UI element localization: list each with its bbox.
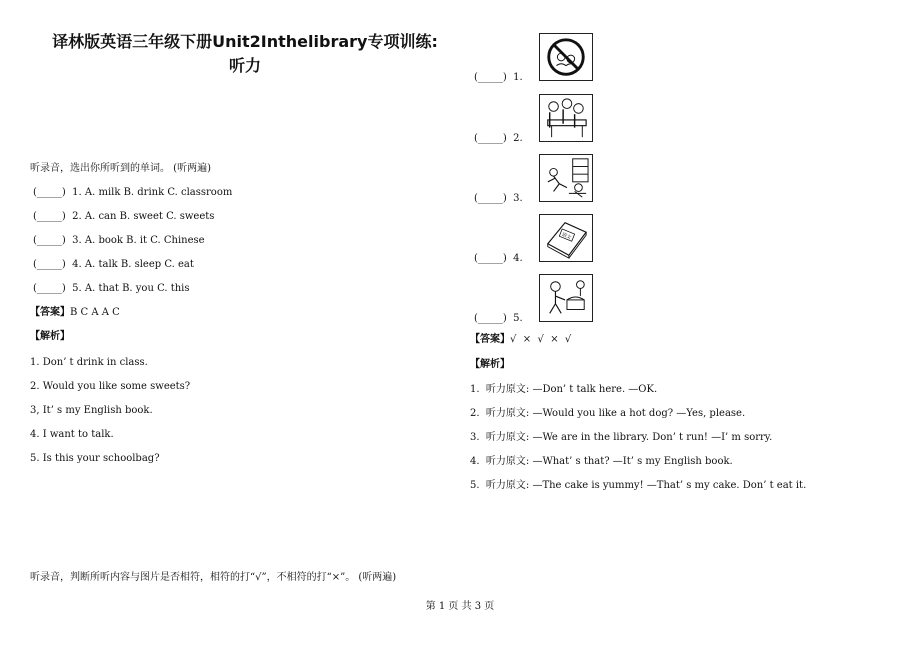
section-2-instruction: 听录音，判断所听内容与图片是否相符，相符的打“√”，不相符的打“×”。 (听两遍) bbox=[30, 572, 397, 583]
transcript-5: 5. 听力原文: —The cake is yummy! —That’ s my cake. Don’ t eat it. bbox=[470, 480, 807, 491]
transcript-3: 3. 听力原文: —We are in the library. Don’ t run! —I’ m sorry. bbox=[470, 432, 773, 443]
question-1: (_____) 1. A. milk B. drink C. classroom bbox=[33, 187, 233, 198]
title-line-1: 译林版英语三年级下册Unit2Inthelibrary专项训练: bbox=[52, 32, 438, 51]
page-title bbox=[20, 30, 470, 78]
section-1 bbox=[30, 163, 450, 463]
analysis-2: 2. Would you like some sweets? bbox=[30, 381, 191, 392]
question-4: (_____) 4. A. talk B. sleep C. eat bbox=[33, 259, 194, 270]
answer-row bbox=[470, 334, 571, 346]
transcript-2: 2. 听力原文: —Would you like a hot dog? —Yes, please. bbox=[470, 408, 746, 419]
library-running-picture bbox=[539, 154, 593, 202]
section-1-instruction: 听录音，选出你所听到的单词。 (听两遍) bbox=[30, 163, 211, 174]
page-footer: 第 1 页 共 3 页 bbox=[425, 601, 495, 612]
picture-question-4: (_____) 4. bbox=[474, 253, 523, 264]
transcript-4: 4. 听力原文: —What’ s that? —It’ s my English book. bbox=[470, 456, 733, 467]
transcript-1: 1. 听力原文: —Don’ t talk here. —OK. bbox=[470, 384, 658, 395]
book-cover-label: 语文 bbox=[560, 232, 572, 241]
chinese-book-picture bbox=[539, 214, 593, 262]
running-child-icon bbox=[540, 155, 592, 201]
book-icon bbox=[540, 215, 592, 261]
section-2-results bbox=[470, 334, 900, 494]
analysis-5: 5. Is this your schoolbag? bbox=[30, 453, 160, 464]
picture-question-1: (_____) 1. bbox=[474, 72, 523, 83]
analysis-4: 4. I want to talk. bbox=[30, 429, 114, 440]
hot-dog-picture bbox=[539, 94, 593, 142]
analysis-label: 【解析】 bbox=[30, 331, 70, 342]
no-talking-sign-icon bbox=[540, 34, 592, 80]
answer-row bbox=[30, 307, 120, 319]
question-2: (_____) 2. A. can B. sweet C. sweets bbox=[33, 211, 215, 222]
analysis-1: 1. Don’ t drink in class. bbox=[30, 357, 148, 368]
cake-picture bbox=[539, 274, 593, 322]
picture-question-2: (_____) 2. bbox=[474, 133, 523, 144]
answer-value: √ × √ × √ bbox=[510, 334, 572, 345]
picture-question-3: (_____) 3. bbox=[474, 193, 523, 204]
answer-label: 【答案】 bbox=[470, 334, 510, 345]
children-at-table-icon bbox=[540, 95, 592, 141]
picture-question-5: (_____) 5. bbox=[474, 313, 523, 324]
title-line-2: 听力 bbox=[228, 56, 261, 75]
answer-value: B C A A C bbox=[70, 307, 120, 318]
analysis-label: 【解析】 bbox=[470, 359, 510, 370]
analysis-3: 3, It’ s my English book. bbox=[30, 405, 153, 416]
child-with-cake-icon bbox=[540, 275, 592, 321]
no-talking-picture bbox=[539, 33, 593, 81]
question-5: (_____) 5. A. that B. you C. this bbox=[33, 283, 190, 294]
answer-label: 【答案】 bbox=[30, 307, 70, 318]
question-3: (_____) 3. A. book B. it C. Chinese bbox=[33, 235, 205, 246]
